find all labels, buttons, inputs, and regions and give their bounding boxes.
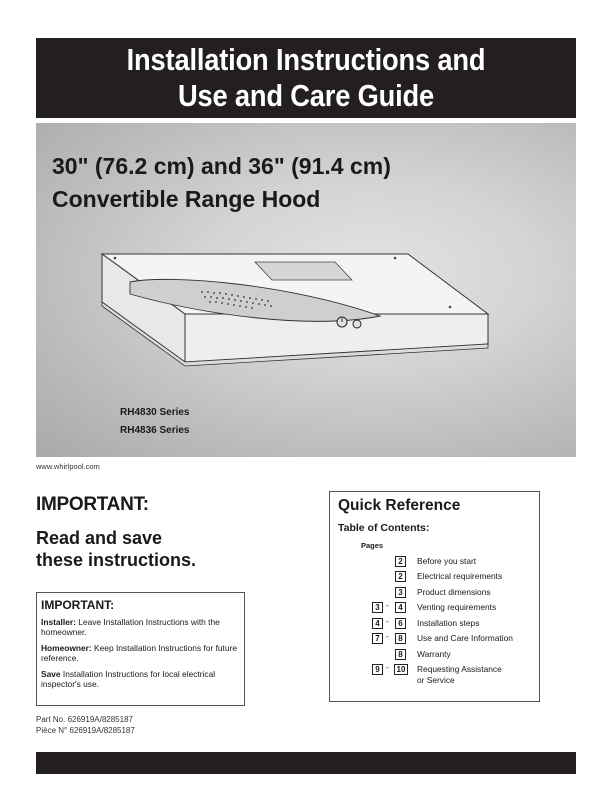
page-number-end: 2 <box>395 556 406 567</box>
toc-entry[interactable] <box>338 556 538 568</box>
read-save-notice <box>36 527 196 571</box>
table-of-contents-title: Table of Contents: <box>338 522 430 534</box>
part-number-fr: Pièce N° 626919A/8285187 <box>36 725 135 735</box>
page-number-start: 7 <box>372 633 383 644</box>
page-number-start: 3 <box>372 602 383 613</box>
part-number-en: Part No. 626919A/8285187 <box>36 715 133 724</box>
save-label: Save <box>41 668 61 679</box>
toc-entry-label-line1: Requesting Assistance <box>417 664 502 674</box>
range-hood-illustration <box>90 244 490 394</box>
installer-text: Leave Installation Instructions with the homeowner. <box>41 616 220 637</box>
toc-entry[interactable] <box>338 649 538 661</box>
product-title-line1: 30" (76.2 cm) and 36" (91.4 cm) <box>52 153 391 179</box>
important-heading: IMPORTANT: <box>36 494 149 515</box>
title-banner <box>36 38 576 118</box>
page-range-dash: - <box>386 617 389 626</box>
toc-entry[interactable] <box>338 587 538 599</box>
toc-entry-label: Use and Care Information <box>417 633 513 643</box>
installer-note <box>41 617 240 638</box>
toc-entry-label: Warranty <box>417 649 451 659</box>
read-save-line1: Read and save <box>36 528 163 548</box>
important-box-title: IMPORTANT: <box>41 598 115 612</box>
website-url: www.whirlpool.com <box>36 462 100 471</box>
homeowner-text: Keep Installation Instructions for future reference. <box>41 642 237 663</box>
toc-entry[interactable] <box>338 618 538 630</box>
page-number-start: 4 <box>372 618 383 629</box>
page-number-start: 9 <box>372 664 383 675</box>
page-number-end: 2 <box>395 571 406 582</box>
read-save-line2: these instructions. <box>36 550 197 570</box>
document-title-line2: Use and Care Guide <box>177 78 435 113</box>
page-range-dash: - <box>386 663 389 672</box>
important-box <box>36 592 245 706</box>
toc-entry[interactable] <box>338 602 538 614</box>
save-note <box>41 669 240 690</box>
document-title-line1: Installation Instructions and <box>126 42 486 77</box>
page-number-end: 4 <box>395 602 406 613</box>
page-number-end: 8 <box>395 633 406 644</box>
toc-entry-label: Installation steps <box>417 618 480 628</box>
toc-entry[interactable] <box>338 664 538 688</box>
part-numbers <box>36 715 135 736</box>
page-range-dash: - <box>386 601 389 610</box>
toc-entry[interactable] <box>338 633 538 645</box>
series-rh4836: RH4836 Series <box>120 425 190 436</box>
toc-entry[interactable] <box>338 571 538 583</box>
save-text: Installation Instructions for local electrical inspector's use. <box>41 668 216 689</box>
page-number-end: 6 <box>395 618 406 629</box>
toc-entry-label: Before you start <box>417 556 477 566</box>
quick-reference-title: Quick Reference <box>338 497 461 514</box>
page-range-dash: - <box>386 632 389 641</box>
series-rh4830: RH4830 Series <box>120 407 190 418</box>
page-number-end: 10 <box>394 664 408 675</box>
homeowner-label: Homeowner: <box>41 642 92 653</box>
toc-entry-label: Electrical requirements <box>417 571 503 581</box>
installer-label: Installer: <box>41 616 76 627</box>
toc-entry-label: Product dimensions <box>417 587 491 597</box>
toc-entry-label: Venting requirements <box>417 602 497 612</box>
toc-entry-label-line2: or Service <box>417 674 455 685</box>
page-number-end: 8 <box>395 649 406 660</box>
footer-bar <box>36 752 576 774</box>
homeowner-note <box>41 643 240 664</box>
product-title-line2: Convertible Range Hood <box>52 186 321 212</box>
page-number-end: 3 <box>395 587 406 598</box>
product-title <box>52 150 552 216</box>
pages-label: Pages <box>361 541 384 550</box>
model-series-list <box>120 404 190 440</box>
toc-entry-label <box>417 664 502 685</box>
